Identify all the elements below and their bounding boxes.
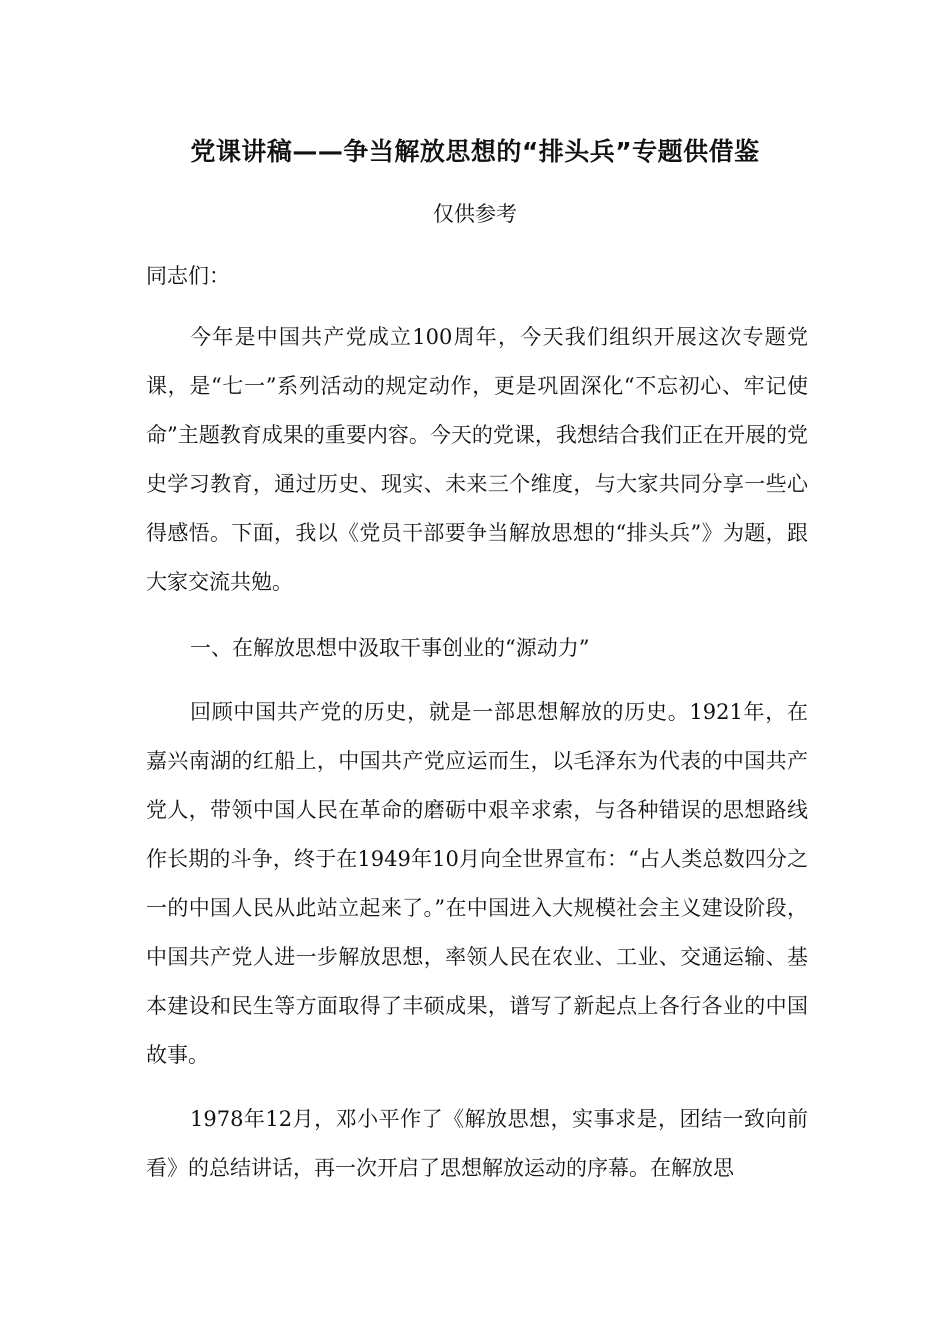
- salutation: 同志们：: [146, 264, 230, 288]
- document-subtitle: 仅供参考: [433, 202, 517, 226]
- paragraph-reform: 1978年12月，邓小平作了《解放思想，实事求是，团结一致向前看》的总结讲话，再一次开启了思想解放运动的序幕。在解放思: [146, 1107, 808, 1180]
- paragraph-intro: 今年是中国共产党成立100周年，今天我们组织开展这次专题党课，是“七一”系列活动的规定动作，更是巩固深化“不忘初心、牢记使命”主题教育成果的重要内容。今天的党课，我想结合我们正在开展的党史学习教育，通过历史、现实、未来三个维度，与大家共同分享一些心得感悟。下面，我以《党员干部要争当解放思想的“排头兵”》为题，跟大家交流共勉。: [146, 325, 808, 594]
- paragraph-history: 回顾中国共产党的历史，就是一部思想解放的历史。1921年，在嘉兴南湖的红船上，中国共产党应运而生，以毛泽东为代表的中国共产党人，带领中国人民在革命的磨砺中艰辛求索，与各种错误的思想路线作长期的斗争，终于在1949年10月向全世界宣布：“占人类总数四分之一的中国人民从此站立起来了。”在中国进入大规模社会主义建设阶段，中国共产党人进一步解放思想，率领人民在农业、工业、交通运输、基本建设和民生等方面取得了丰硕成果，谱写了新起点上各行各业的中国故事。: [146, 700, 808, 1067]
- section-heading-1: 一、在解放思想中汲取干事创业的“源动力”: [190, 636, 590, 660]
- document-title: 党课讲稿——争当解放思想的“排头兵”专题供借鉴: [190, 137, 760, 166]
